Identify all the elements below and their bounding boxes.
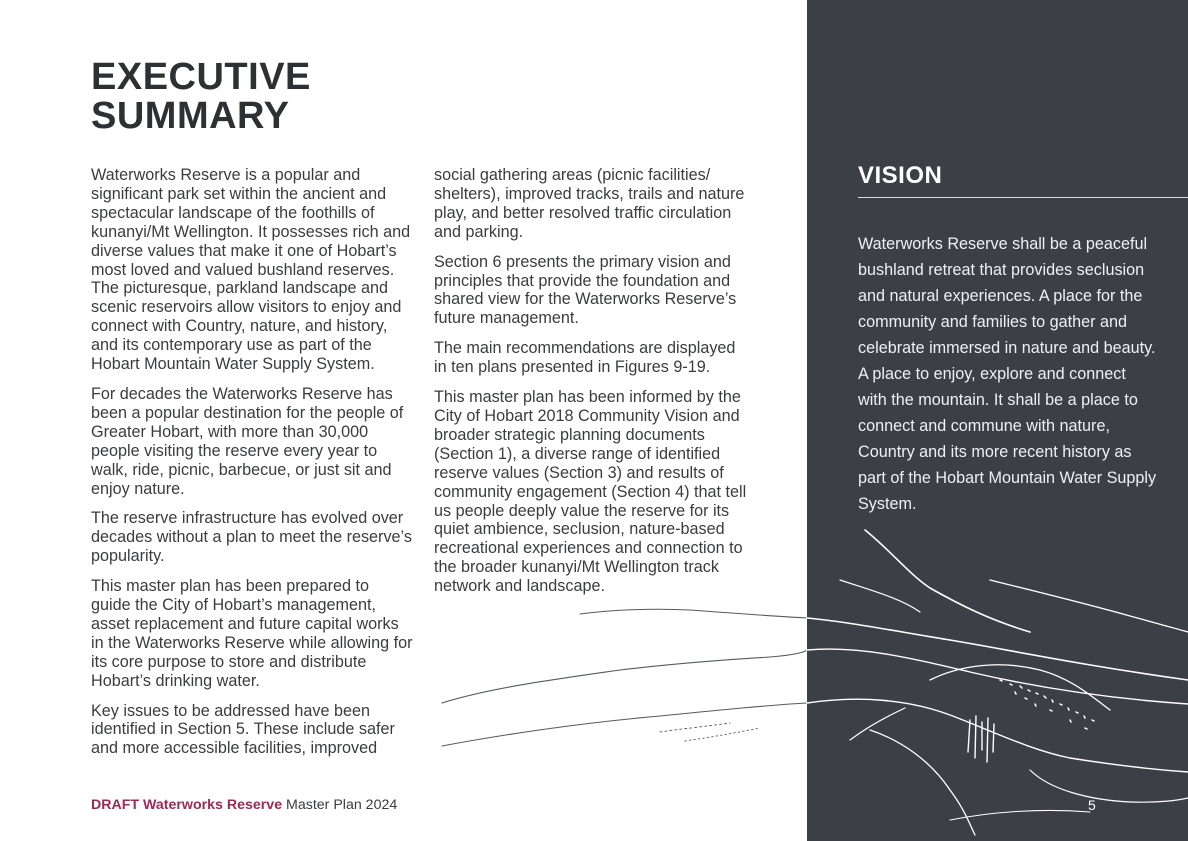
- page-title-line-2: SUMMARY: [91, 95, 290, 137]
- landscape-line: [870, 730, 975, 835]
- landscape-line-drawing: [430, 520, 1188, 841]
- page-title: [91, 58, 311, 136]
- vision-statement: Waterworks Reserve shall be a peaceful bushland retreat that provides seclusion and natural experiences. A place for the community and families to gather and celebrate immersed in nature and beauty. A place to enjoy, explore and connect with the mountain. It shall be a place to connect and commune with nature, Country and its more recent history as part of the Hobart Mountain Water Supply System.: [858, 235, 1157, 513]
- paragraph: This master plan has been informed by the City of Hobart 2018 Community Vision and broader strategic planning documents (Section 1), a diverse range of identified reserve values (Section 3) and results of community engagement (Section 4) that tell us people deeply value the reserve for its quiet ambience, seclusion, nature-based recreational experiences and connection to the broader kunanyi/Mt Wellington track network and landscape.: [434, 388, 747, 596]
- landscape-line: [807, 699, 1188, 772]
- page-title-line-1: EXECUTIVE: [91, 56, 311, 98]
- landscape-line: [580, 609, 807, 618]
- paragraph: Section 6 presents the primary vision and principles that provide the foundation and shared view for the Waterworks Reserve’s future management.: [434, 252, 737, 328]
- vision-heading: VISION: [858, 162, 943, 189]
- landscape-line: [1030, 770, 1188, 802]
- text-column-left: [91, 166, 413, 769]
- landscape-line: [865, 530, 1030, 632]
- footer: [91, 797, 397, 813]
- paragraph: The reserve infrastructure has evolved over decades without a plan to meet the reserve’s popularity.: [91, 509, 412, 566]
- paragraph: Key issues to be addressed have been identified in Section 5. These include safer and more accessible facilities, improved: [91, 701, 395, 758]
- footer-reserve-name: Waterworks Reserve: [143, 797, 283, 813]
- paragraph: social gathering areas (picnic facilities/ shelters), improved tracks, trails and nature play, and better resolved traffic circulation and parking.: [434, 166, 745, 241]
- landscape-line: [660, 723, 730, 732]
- paragraph: The main recommendations are displayed in ten plans presented in Figures 9-19.: [434, 339, 736, 377]
- paragraph: This master plan has been prepared to guide the City of Hobart’s management, asset replacement and future capital works in the Waterworks Reserve while allowing for its core purpose to store and distribute Hobart’s drinking water.: [91, 577, 413, 690]
- landscape-line: [685, 728, 760, 741]
- landscape-line: [807, 649, 1188, 704]
- footer-draft: DRAFT: [91, 797, 140, 813]
- landscape-line: [442, 703, 807, 746]
- landscape-line: [840, 580, 920, 612]
- landscape-line: [930, 665, 1110, 710]
- landscape-line: [850, 708, 905, 740]
- landscape-line: [807, 618, 1188, 680]
- landscape-line: [442, 650, 807, 703]
- landscape-line: [990, 580, 1188, 632]
- footer-document-name: Master Plan 2024: [286, 797, 398, 813]
- landscape-line: [950, 810, 1090, 820]
- paragraph: For decades the Waterworks Reserve has been a popular destination for the people of Greater Hobart, with more than 30,000 people visiting the reserve every year to walk, ride, picnic, barbecue, or just sit and enjoy nature.: [91, 384, 404, 498]
- page-number: 5: [1088, 797, 1096, 813]
- vision-divider: [858, 197, 1188, 198]
- paragraph: Waterworks Reserve is a popular and significant park set within the ancient and spectacular landscape of the foothills of kunanyi/Mt Wellington. It possesses rich and diverse values that make it one of Hobart’s most loved and valued bushland reserves. The picturesque, parkland landscape and scenic reservoirs allow visitors to enjoy and connect with Country, nature, and history, and its contemporary use as part of the Hobart Mountain Water Supply System.: [91, 166, 411, 374]
